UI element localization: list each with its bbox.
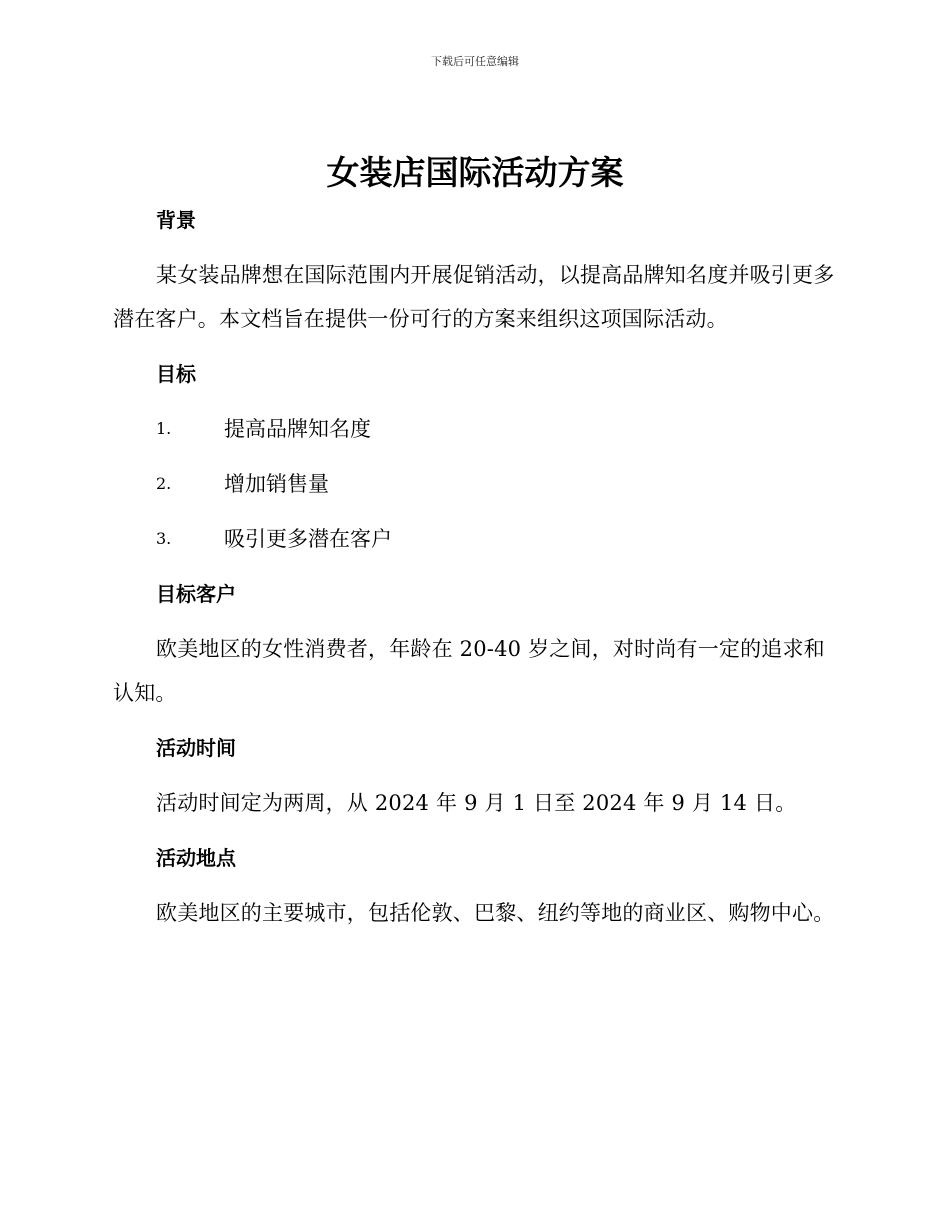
activity-location-paragraph: 欧美地区的主要城市，包括伦敦、巴黎、纽约等地的商业区、购物中心。 <box>156 901 835 925</box>
section-heading-activity-time: 活动时间 <box>156 736 236 760</box>
goals-list <box>113 407 838 561</box>
target-customers-paragraph: 欧美地区的女性消费者，年龄在 20-40 岁之间，对时尚有一定的追求和认知。 <box>113 637 825 705</box>
list-item-number: 2. <box>156 474 172 493</box>
background-paragraph: 某女装品牌想在国际范围内开展促销活动，以提高品牌知名度并吸引更多潜在客户。本文档旨在提供一份可行的方案来组织这项国际活动。 <box>113 263 835 331</box>
section-heading-background: 背景 <box>156 208 196 232</box>
section-target-customers <box>113 572 838 715</box>
header-note: 下载后可任意编辑 <box>431 55 519 68</box>
section-heading-activity-location: 活动地点 <box>156 846 236 870</box>
document-title: 女装店国际活动方案 <box>326 153 624 192</box>
list-item-number: 3. <box>156 529 172 548</box>
list-item <box>113 517 838 561</box>
document-body <box>113 198 838 946</box>
section-heading-target-customers: 目标客户 <box>156 582 236 606</box>
section-heading-goals: 目标 <box>156 362 196 386</box>
section-background <box>113 198 838 341</box>
list-item-text: 吸引更多潜在客户 <box>224 527 392 551</box>
section-activity-time <box>113 726 838 825</box>
activity-time-paragraph: 活动时间定为两周，从 2024 年 9 月 1 日至 2024 年 9 月 14 日。 <box>156 791 797 815</box>
section-activity-location <box>113 836 838 935</box>
list-item-text: 提高品牌知名度 <box>224 417 371 441</box>
section-goals <box>113 352 838 561</box>
list-item <box>113 407 838 451</box>
list-item-number: 1. <box>156 419 172 438</box>
list-item-text: 增加销售量 <box>224 472 329 496</box>
list-item <box>113 462 838 506</box>
